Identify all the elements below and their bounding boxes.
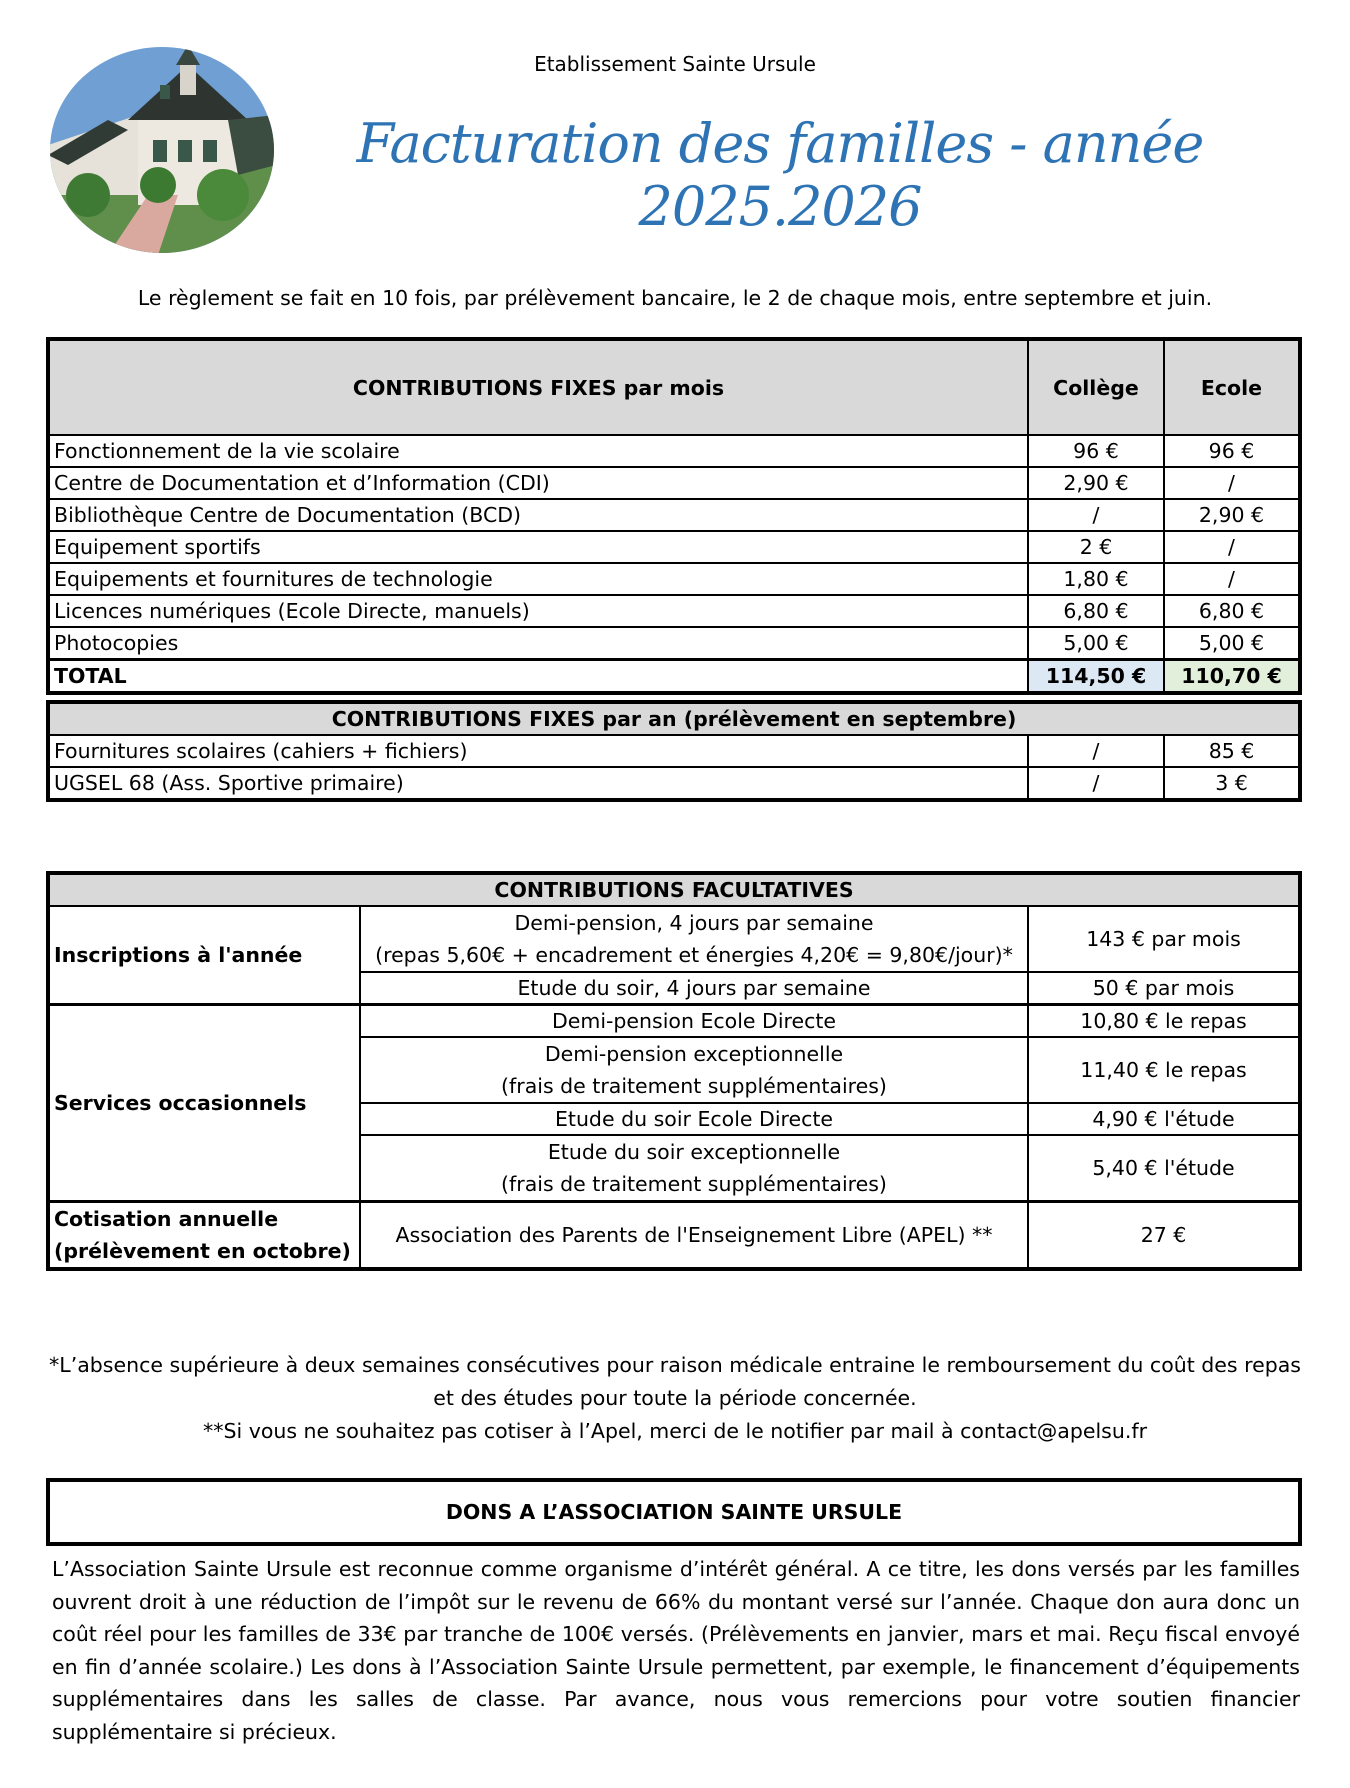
total-label: TOTAL — [48, 660, 1028, 694]
monthly-title: CONTRIBUTIONS FIXES par mois — [48, 339, 1028, 435]
ecole-value: 6,80 € — [1164, 595, 1300, 627]
yearly-title: CONTRIBUTIONS FIXES par an (prélèvement en septembre) — [48, 702, 1300, 735]
etude-ecole-directe-price: 4,90 € l'étude — [1028, 1103, 1300, 1135]
college-value: 2,90 € — [1028, 467, 1164, 499]
demi-pension-description — [360, 906, 1028, 972]
row-label: Equipement sportifs — [48, 531, 1028, 563]
row-label: Licences numériques (Ecole Directe, manuels) — [48, 595, 1028, 627]
table-row — [48, 467, 1300, 499]
demi-pension-price: 143 € par mois — [1028, 906, 1300, 972]
row-label: UGSEL 68 (Ass. Sportive primaire) — [48, 767, 1028, 800]
row-label: Equipements et fournitures de technologie — [48, 563, 1028, 595]
footnote-line2: et des études pour toute la période concernée. — [433, 1386, 917, 1410]
college-value: 96 € — [1028, 435, 1164, 467]
college-value: 6,80 € — [1028, 595, 1164, 627]
total-row — [48, 660, 1300, 694]
college-value: / — [1028, 499, 1164, 531]
ecole-value: / — [1164, 531, 1300, 563]
apel-price: 27 € — [1028, 1202, 1300, 1270]
dp-exc-line2: (frais de traitement supplémentaires) — [501, 1074, 887, 1098]
table-row — [48, 906, 1300, 972]
college-value: 1,80 € — [1028, 563, 1164, 595]
dp-ecole-directe-price: 10,80 € le repas — [1028, 1005, 1300, 1038]
demi-pension-line1: Demi-pension, 4 jours par semaine — [514, 911, 874, 935]
college-value: / — [1028, 735, 1164, 767]
table-row — [48, 1202, 1300, 1270]
footnote-line1: *L’absence supérieure à deux semaines consécutives pour raison médicale entraine le remboursement du coût des repas — [49, 1353, 1301, 1377]
ecole-value: / — [1164, 563, 1300, 595]
row-label: Fournitures scolaires (cahiers + fichiers) — [48, 735, 1028, 767]
school-logo — [48, 45, 276, 255]
row-label: Bibliothèque Centre de Documentation (BCD) — [48, 499, 1028, 531]
table-row — [48, 563, 1300, 595]
dp-exceptionnelle-price: 11,40 € le repas — [1028, 1037, 1300, 1103]
cotisation-label-line2: (prélèvement en octobre) — [54, 1239, 351, 1263]
ecole-value: / — [1164, 467, 1300, 499]
yearly-header-row — [48, 702, 1300, 735]
table-row — [48, 1005, 1300, 1038]
inscriptions-label: Inscriptions à l'année — [48, 906, 360, 1005]
dons-title: DONS A L’ASSOCIATION SAINTE URSULE — [46, 1478, 1302, 1546]
college-total: 114,50 € — [1028, 660, 1164, 694]
optional-contributions-table — [46, 871, 1302, 1271]
college-value: 2 € — [1028, 531, 1164, 563]
ecole-value: 3 € — [1164, 767, 1300, 800]
dp-exceptionnelle-description — [360, 1037, 1028, 1103]
monthly-header-row — [48, 339, 1300, 435]
optional-header-row — [48, 873, 1300, 906]
monthly-contributions-table — [46, 337, 1302, 695]
table-row — [48, 735, 1300, 767]
footnote-line3: **Si vous ne souhaitez pas cotiser à l’Apel, merci de le notifier par mail à contact@apelsu.fr — [202, 1419, 1148, 1443]
table-row — [48, 531, 1300, 563]
cotisation-label-line1: Cotisation annuelle — [54, 1207, 279, 1231]
etude-exceptionnelle-price: 5,40 € l'étude — [1028, 1135, 1300, 1202]
cotisation-label — [48, 1202, 360, 1270]
optional-title: CONTRIBUTIONS FACULTATIVES — [48, 873, 1300, 906]
etude-description: Etude du soir, 4 jours par semaine — [360, 972, 1028, 1005]
table-row — [48, 767, 1300, 800]
ecole-total: 110,70 € — [1164, 660, 1300, 694]
dp-exc-line1: Demi-pension exceptionnelle — [544, 1042, 844, 1066]
ecole-value: 96 € — [1164, 435, 1300, 467]
dons-paragraph: L’Association Sainte Ursule est reconnue comme organisme d’intérêt général. A ce titre, les dons versés par les familles ouvrent droit à une réduction de l’impôt sur le revenu de 66% du montant versé sur l’année. Chaque don aura donc un coût réel pour les familles de 33€ par tranche de 100€ versés. (Prélèvements en janvier, mars et mai. Reçu fiscal envoyé en fin d’année scolaire.) Les dons à l’Association Sainte Ursule permettent, par exemple, le financement d’équipements supplémentaires dans les salles de classe. Par avance, nous vous remercions pour votre soutien financier supplémentaire si précieux. — [52, 1557, 1300, 1744]
ecole-column-header: Ecole — [1164, 339, 1300, 435]
college-column-header: Collège — [1028, 339, 1164, 435]
dp-ecole-directe: Demi-pension Ecole Directe — [360, 1005, 1028, 1038]
row-label: Fonctionnement de la vie scolaire — [48, 435, 1028, 467]
footnotes — [40, 1349, 1310, 1448]
ecole-value: 2,90 € — [1164, 499, 1300, 531]
yearly-contributions-table — [46, 700, 1302, 802]
college-value: 5,00 € — [1028, 627, 1164, 660]
etude-exceptionnelle-description — [360, 1135, 1028, 1202]
etude-exc-line1: Etude du soir exceptionnelle — [547, 1140, 841, 1164]
table-row — [48, 435, 1300, 467]
table-row — [48, 499, 1300, 531]
institution-name: Etablissement Sainte Ursule — [534, 52, 816, 76]
etude-price: 50 € par mois — [1028, 972, 1300, 1005]
services-label: Services occasionnels — [48, 1005, 360, 1202]
college-value: / — [1028, 767, 1164, 800]
demi-pension-line2: (repas 5,60€ + encadrement et énergies 4,20€ = 9,80€/jour)* — [375, 943, 1013, 967]
apel-description: Association des Parents de l'Enseignement Libre (APEL) ** — [360, 1202, 1028, 1270]
table-row — [48, 627, 1300, 660]
etude-ecole-directe: Etude du soir Ecole Directe — [360, 1103, 1028, 1135]
etude-exc-line2: (frais de traitement supplémentaires) — [501, 1172, 887, 1196]
row-label: Centre de Documentation et d’Information (CDI) — [48, 467, 1028, 499]
row-label: Photocopies — [48, 627, 1028, 660]
payment-intro: Le règlement se fait en 10 fois, par prélèvement bancaire, le 2 de chaque mois, entre septembre et juin. — [137, 286, 1213, 310]
ecole-value: 5,00 € — [1164, 627, 1300, 660]
table-row — [48, 595, 1300, 627]
page-title: Facturation des familles - année 2025.2026 — [356, 112, 1204, 238]
ecole-value: 85 € — [1164, 735, 1300, 767]
